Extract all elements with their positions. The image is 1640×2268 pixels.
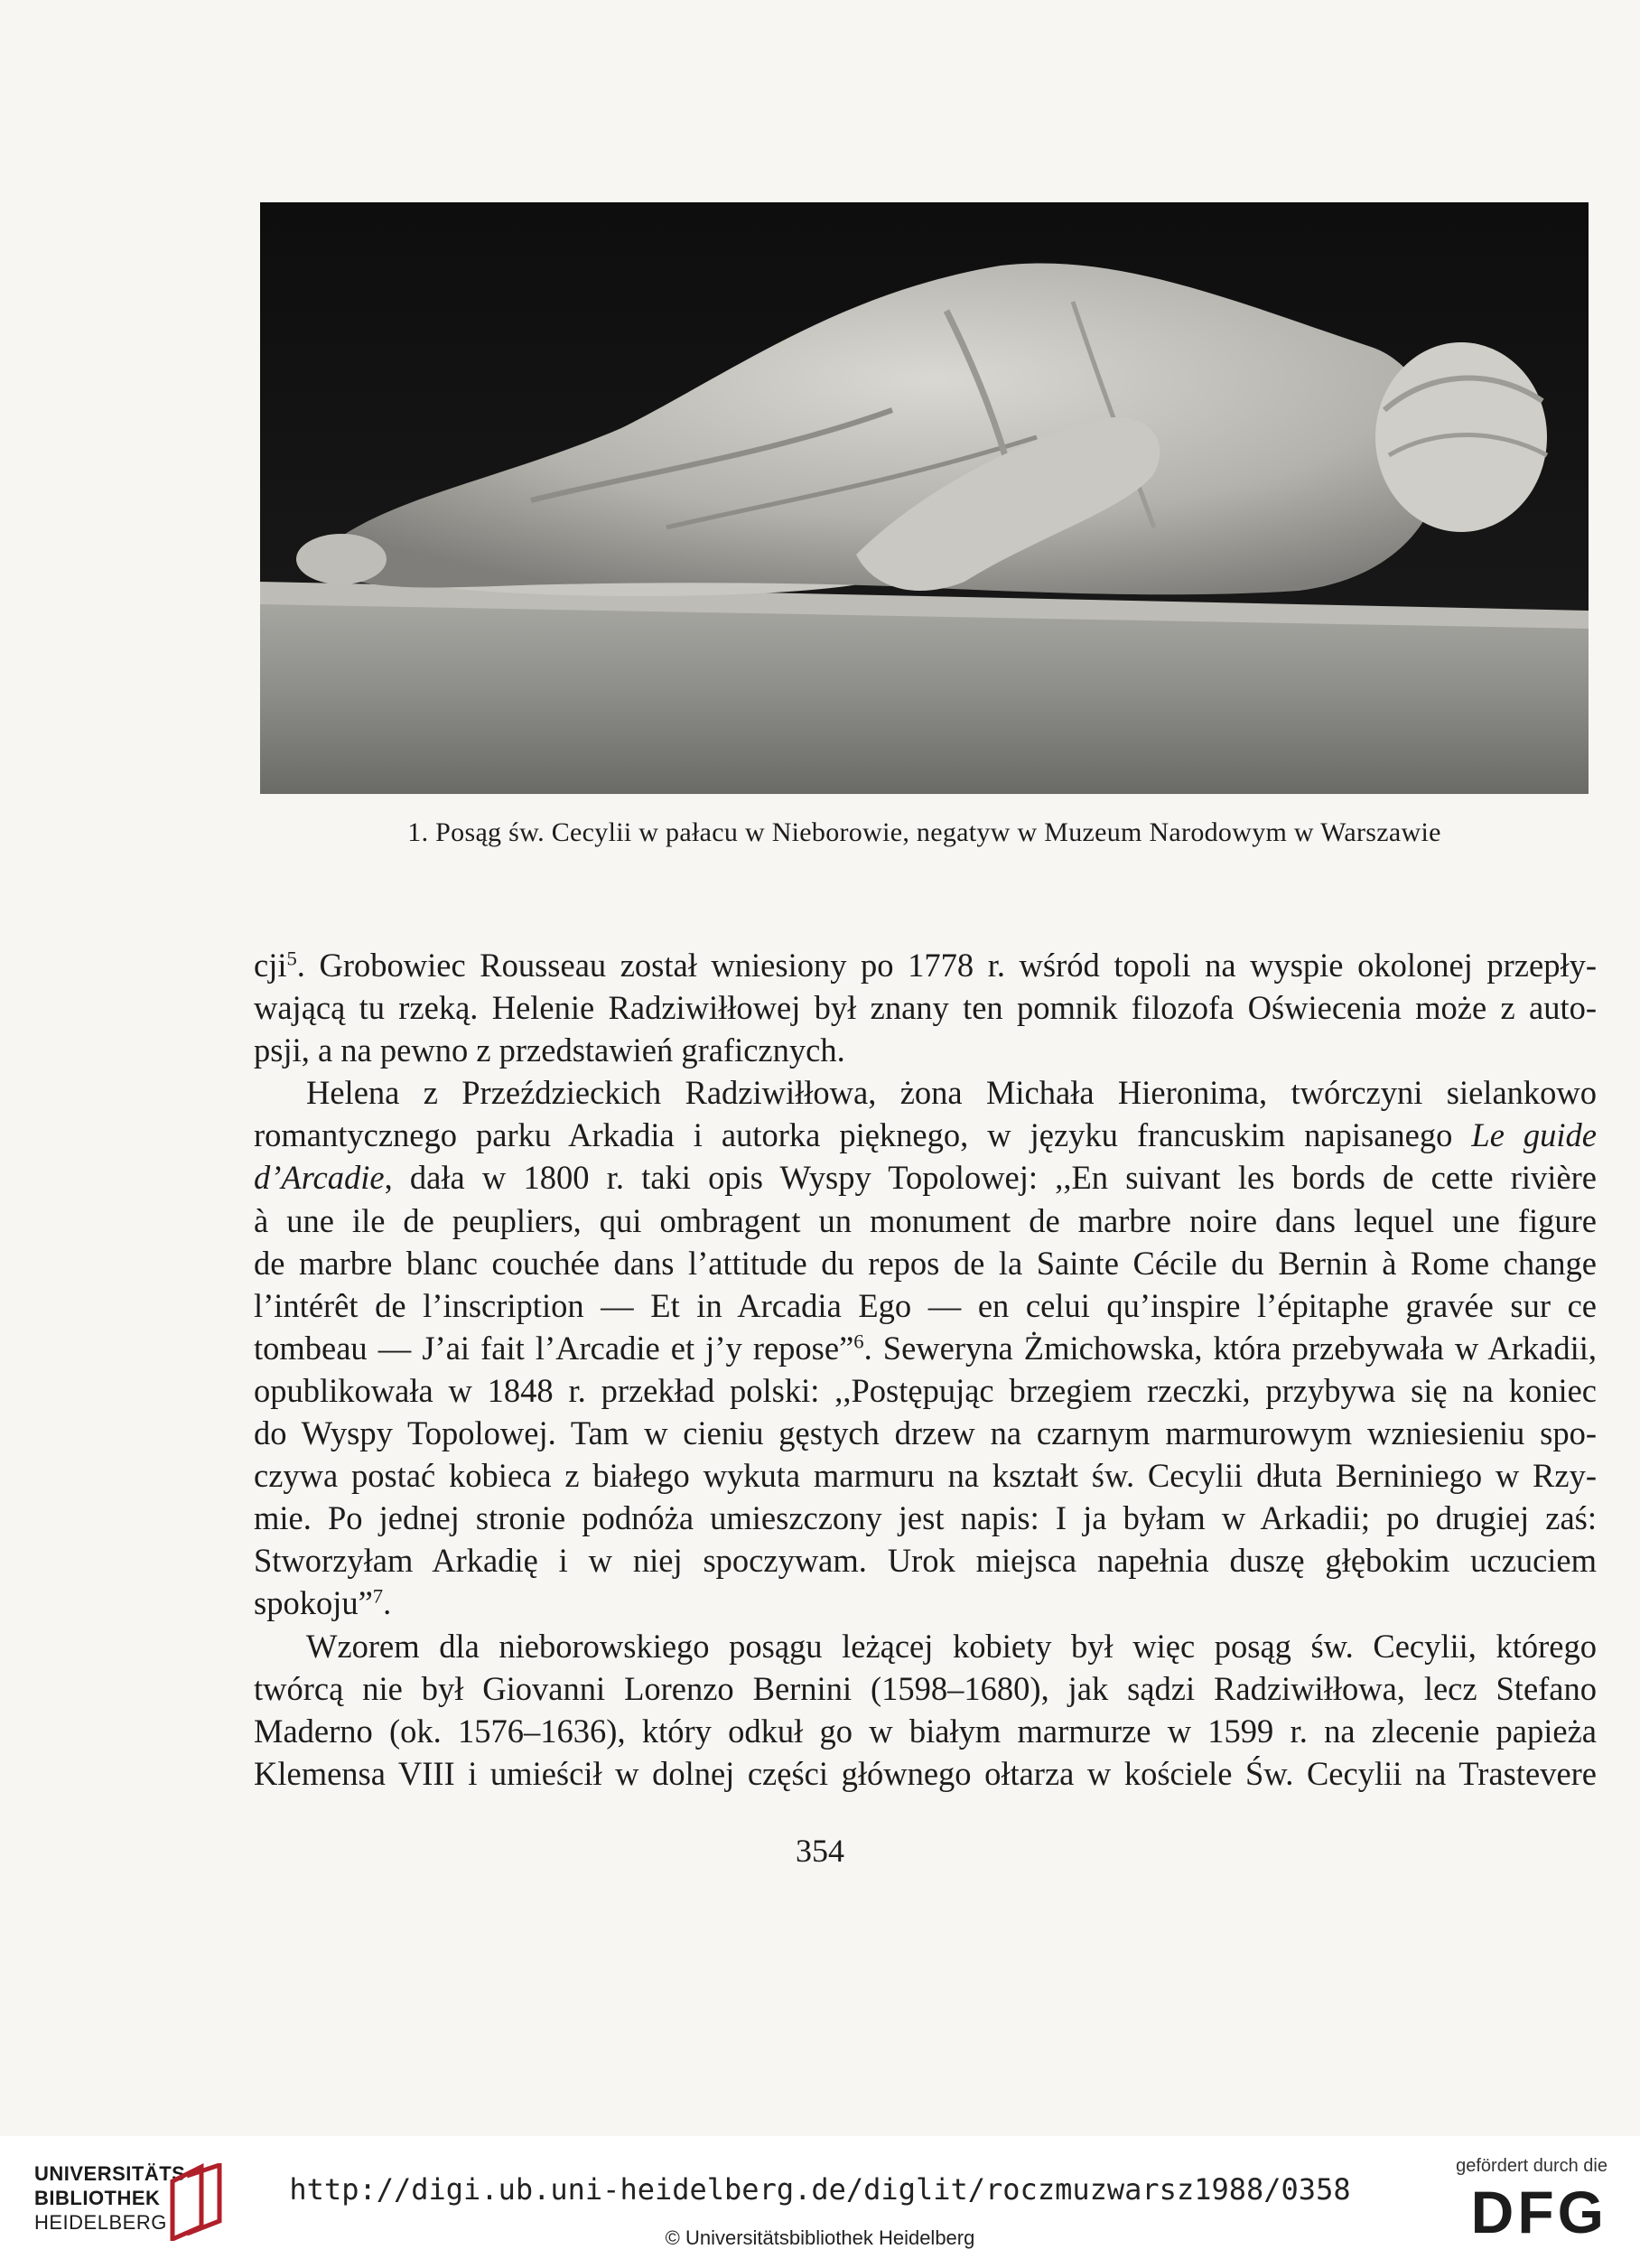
figure-caption: 1. Posąg św. Cecylii w pałacu w Nieborowie, negatyw w Muzeum Narodowym w Warszawie (407, 817, 1441, 847)
page-number: 354 (796, 1833, 844, 1869)
text-line: romantycznego parku Arkadia i autorka pięknego, w języku francuskim napisanego Le guide (254, 1116, 1598, 1154)
text-line: wającą tu rzeką. Helenie Radziwiłłowej był znany ten pomnik filozofa Oświecenia może z auto- (254, 989, 1597, 1027)
text-line: czywa postać kobieca z białego wykuta marmuru na kształt św. Cecylii dłuta Berniniego w Rzy- (254, 1457, 1597, 1495)
text-line: spokoju”$^7$. (254, 1584, 392, 1622)
funder-block (1456, 2156, 1607, 2247)
document-url-link[interactable]: http://digi.ub.uni-heidelberg.de/diglit/roczmuzwarsz1988/0358 (289, 2172, 1351, 2207)
text-line: tombeau — J’ai fait l’Arcadie et j’y repose”$^6$. Seweryna Żmichowska, która przebywała w Arkadii, (254, 1329, 1597, 1367)
library-name-line: UNIVERSITÄTS- (34, 2162, 193, 2185)
text-line: à une ile de peupliers, qui ombragent un monument de marbre noire dans lequel une figure (254, 1201, 1597, 1239)
text-line: Maderno (ok. 1576–1636), który odkuł go w białym marmurze w 1599 r. na zlecenie papieża (254, 1712, 1597, 1750)
text-line: do Wyspy Topolowej. Tam w cieniu gęstych drzew na czarnym marmurowym wzniesieniu spo- (254, 1414, 1597, 1452)
dfg-logo: DFG (1470, 2179, 1607, 2245)
text-line: psji, a na pewno z przedstawień graficznych. (254, 1031, 845, 1069)
text-line: mie. Po jednej stronie podnóża umieszczony jest napis: I ja byłam w Arkadii; po drugiej zaś: (254, 1499, 1597, 1537)
figure-photo-statue (260, 202, 1589, 794)
text-line: d’Arcadie, dała w 1800 r. taki opis Wyspy Topolowej: ,,En suivant les bords de cette rivière (254, 1159, 1597, 1197)
text-line: twórcą nie był Giovanni Lorenzo Bernini (1598–1680), jak sądzi Radziwiłłowa, lecz Stefano (254, 1669, 1597, 1707)
copyright-notice: © Universitätsbibliothek Heidelberg (665, 2226, 975, 2249)
text-line: Helena z Przeździeckich Radziwiłłowa, żona Michała Hieronima, twórczyni sielankowo (306, 1074, 1597, 1112)
library-name-line: BIBLIOTHEK (34, 2187, 161, 2209)
text-line: opublikowała w 1848 r. przekład polski: ,,Postępując brzegiem rzeczki, przybywa się na koniec (254, 1371, 1597, 1409)
library-name-line: HEIDELBERG (34, 2211, 167, 2234)
funder-note: gefördert durch die (1456, 2156, 1607, 2176)
text-line: Klemensa VIII i umieścił w dolnej części głównego ołtarza w kościele Św. Cecylii na Trastevere (254, 1754, 1597, 1792)
body-text (254, 944, 1597, 1795)
footer-bar (0, 2136, 1640, 2268)
statue-photo-illustration (260, 202, 1589, 794)
text-line: de marbre blanc couchée dans l’attitude du repos de la Sainte Cécile du Bernin à Rome change (254, 1244, 1597, 1282)
text-line: l’intérêt de l’inscription — Et in Arcadia Ego — en celui qu’inspire l’épitaphe gravée sur ce (254, 1286, 1597, 1324)
text-line: Stworzyłam Arkadię i w niej spoczywam. Urok miejsca napełnia duszę głębokim uczuciem (254, 1542, 1597, 1580)
text-line: Wzorem dla nieborowskiego posągu leżącej kobiety był więc posąg św. Cecylii, którego (306, 1627, 1597, 1665)
text-line: cji$^5$. Grobowiec Rousseau został wniesiony po 1778 r. wśród topoli na wyspie okolonej przepły- (254, 947, 1597, 984)
